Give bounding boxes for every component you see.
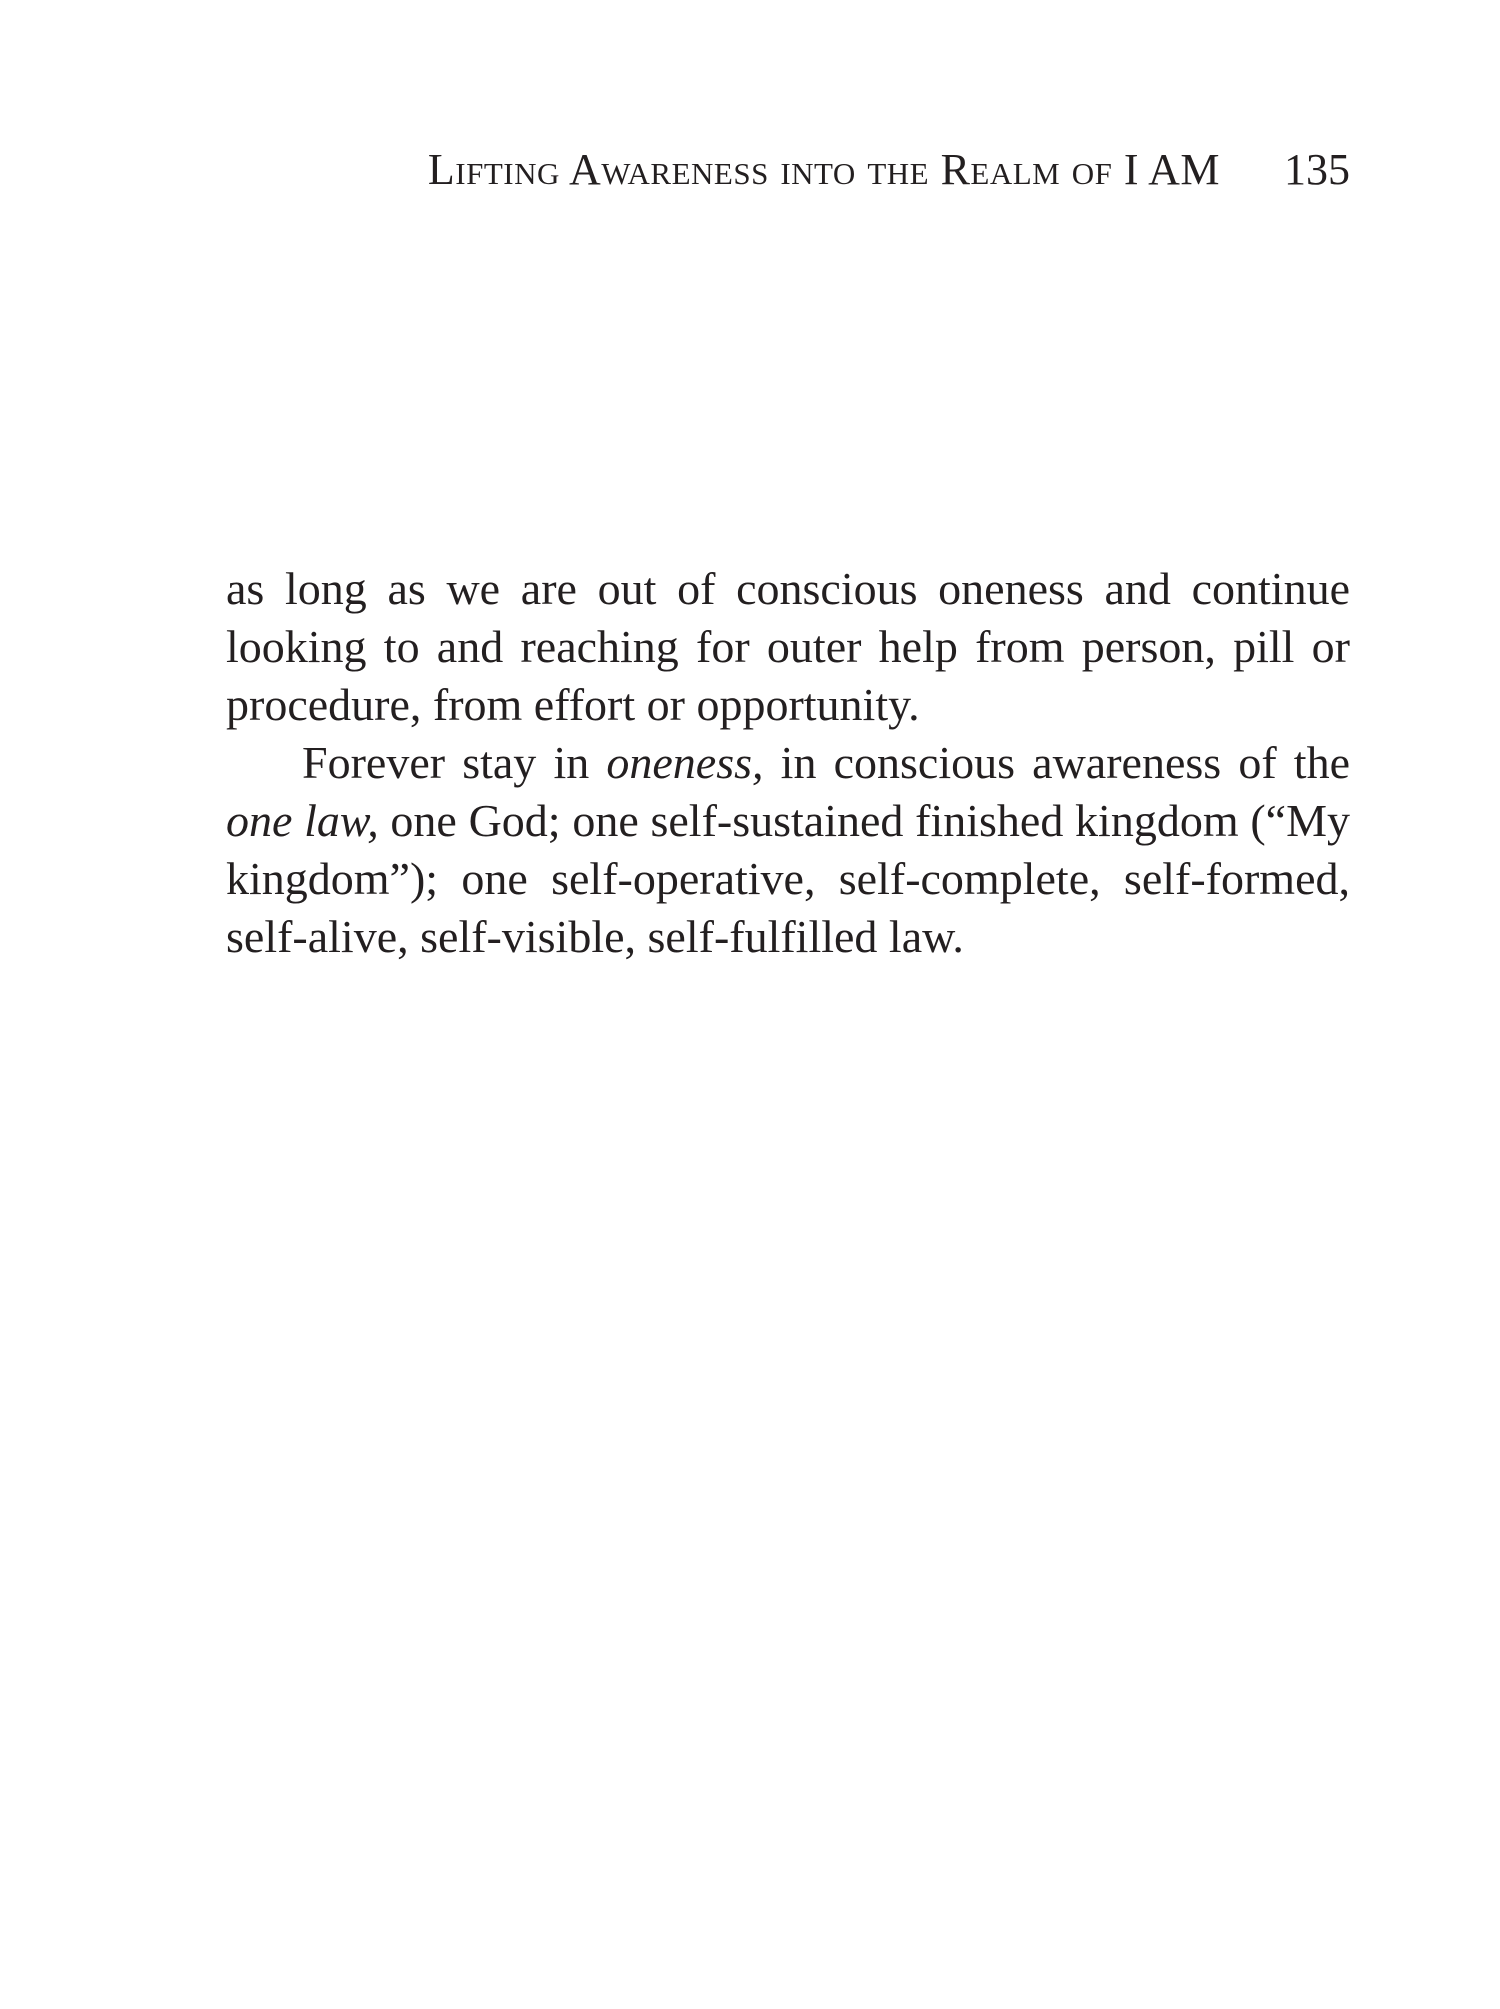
- running-head: [226, 140, 1350, 200]
- paragraph-text: Forever stay in: [302, 737, 607, 788]
- italic-oneness: oneness,: [606, 737, 764, 788]
- paragraph-continued: as long as we are out of conscious oneness and continue looking to and reaching for outer help from person, pill or procedure, from effort or opportunity.: [226, 563, 1350, 730]
- body-text: [226, 560, 1350, 966]
- paragraph-text: in conscious awareness of the: [763, 737, 1350, 788]
- running-title: Lifting Awareness into the Realm of I AM: [427, 145, 1220, 194]
- page-number: 135: [1284, 145, 1350, 194]
- paragraph-text: one God; one self-sustained finished kingdom (“My kingdom”); one self-operative, self-complete, self-formed, self-alive, self-visible, self-fulfilled law.: [226, 795, 1350, 962]
- paragraph-forever-stay: [226, 734, 1350, 966]
- italic-one-law: one law,: [226, 795, 379, 846]
